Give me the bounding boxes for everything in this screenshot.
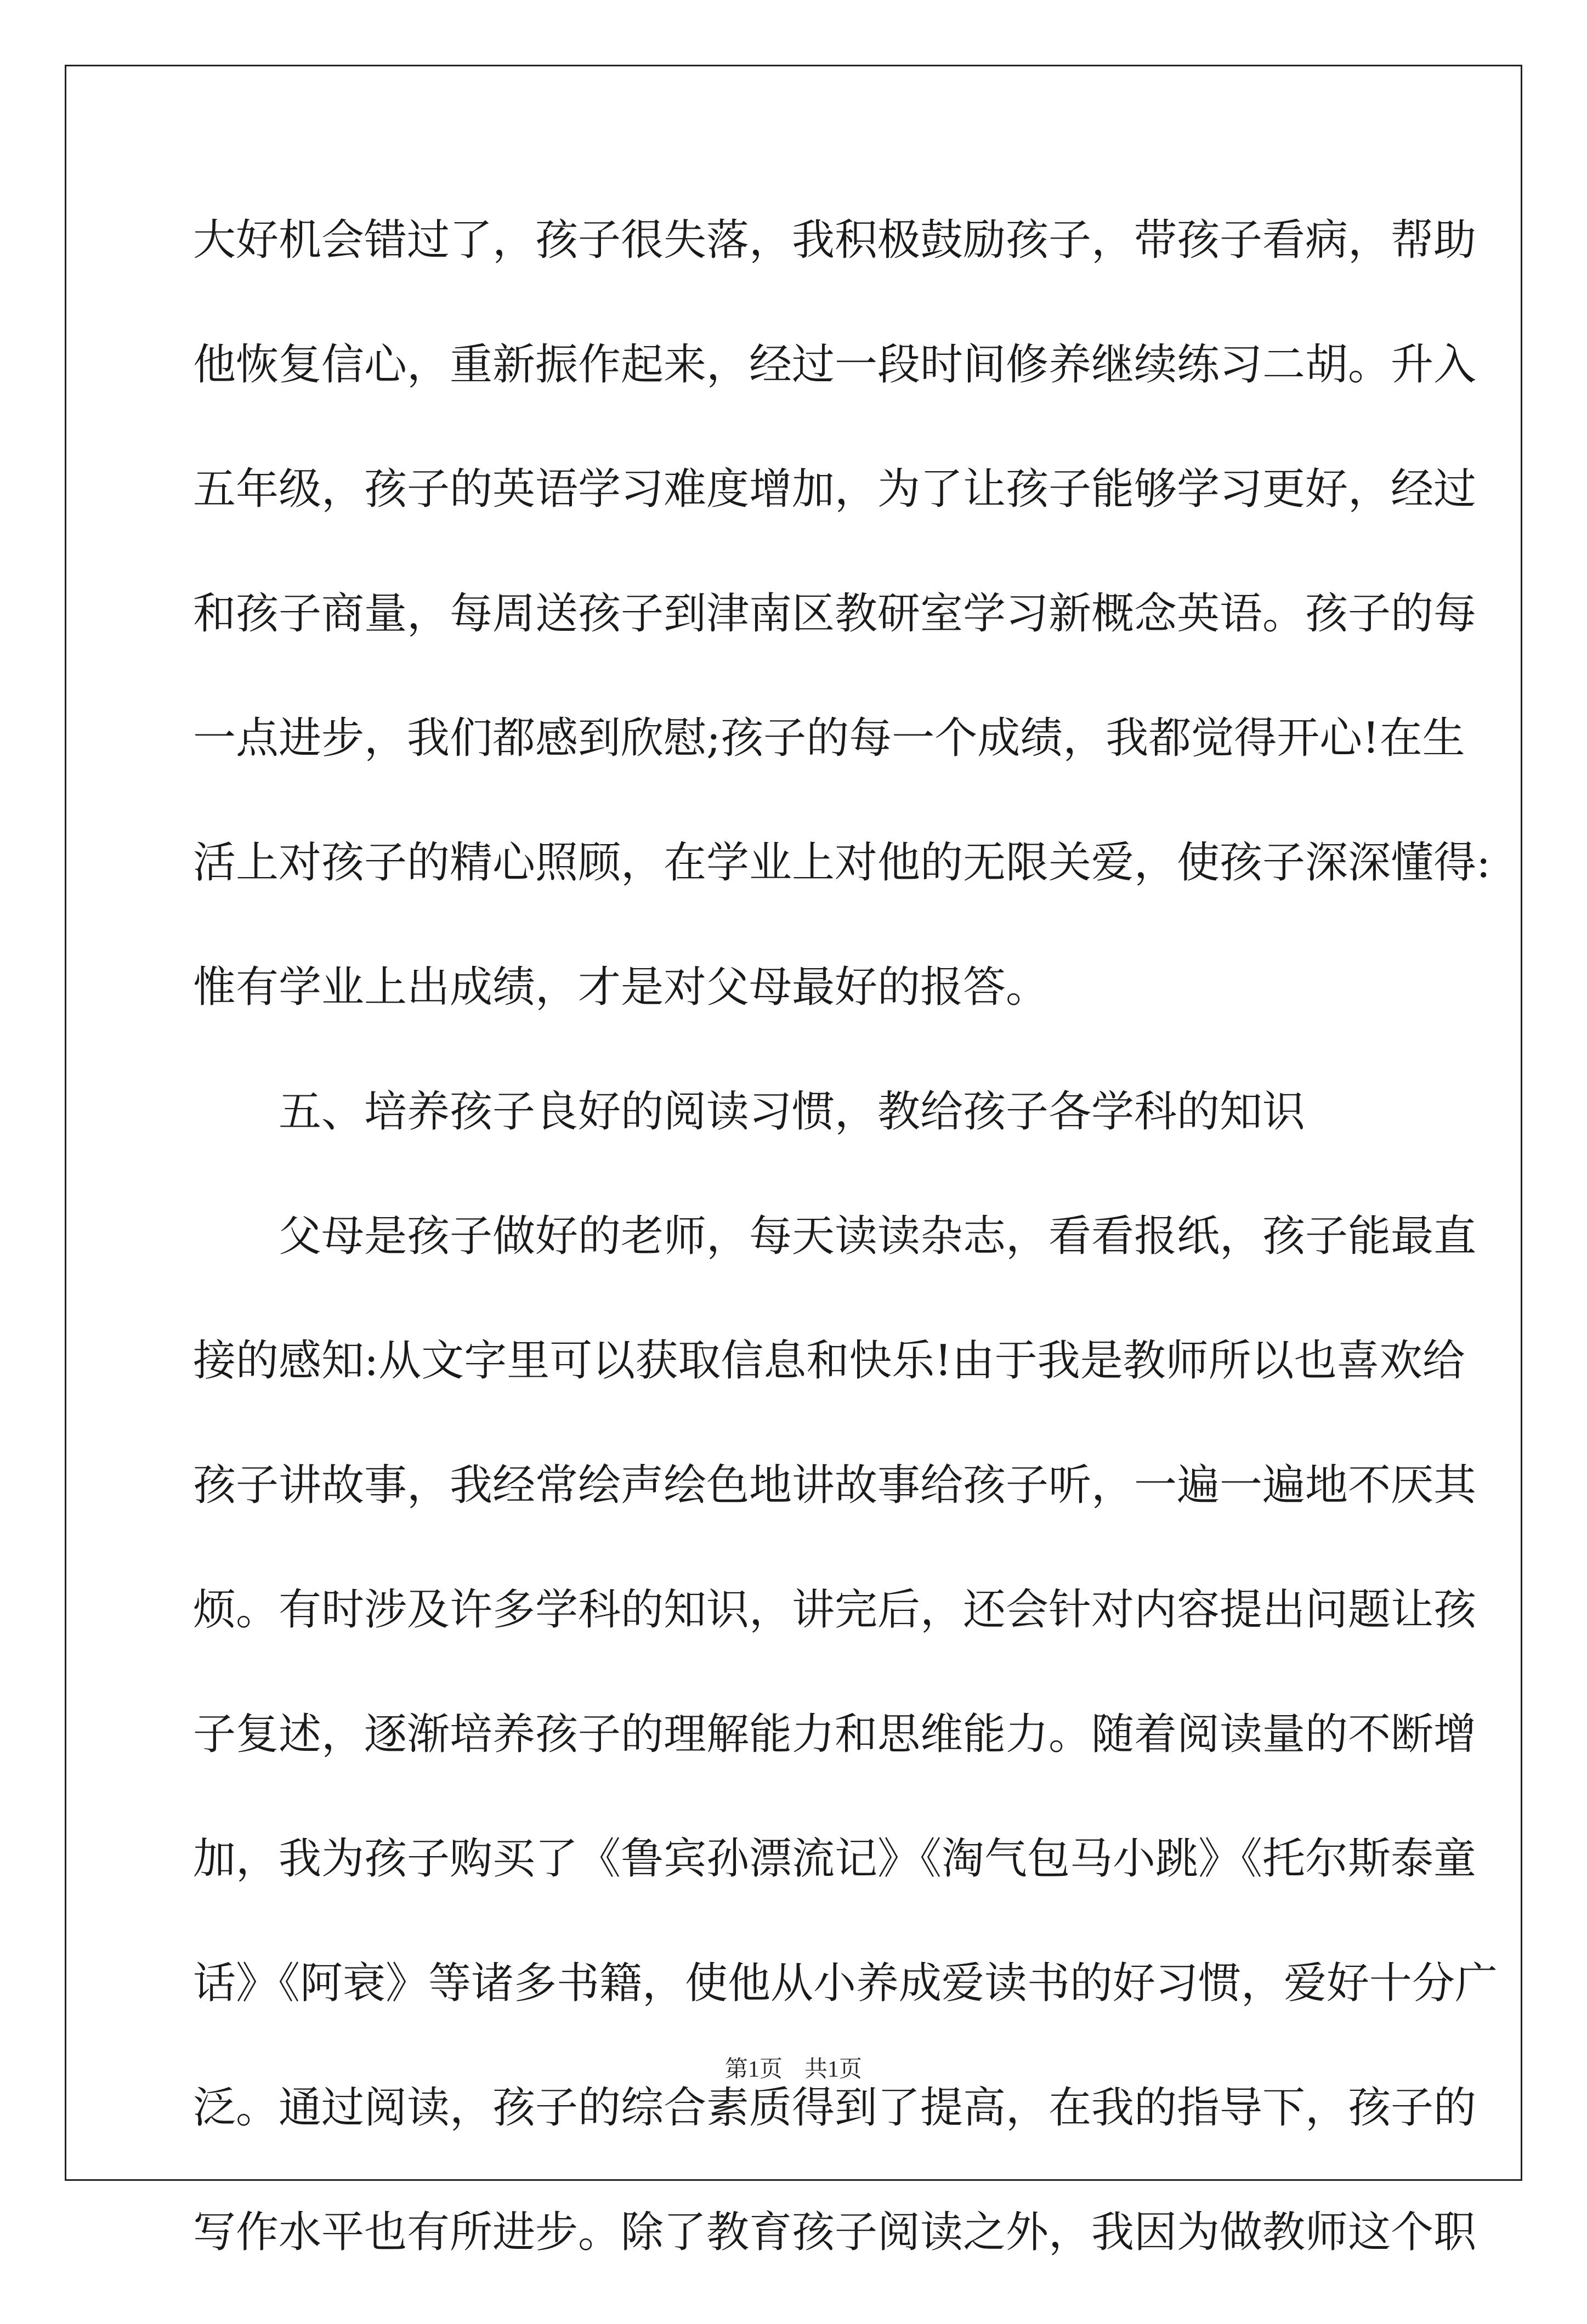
body-line: 活上对孩子的精心照顾，在学业上对他的无限关爱，使孩子深深懂得: [193,838,1491,887]
body-line: 话》《阿衰》等诸多书籍，使他从小养成爱读书的好习惯，爱好十分广 [193,1959,1498,2008]
body-line: 惟有学业上出成绩，才是对父母最好的报答。 [193,963,1049,1012]
body-line: 泛。通过阅读，孩子的综合素质得到了提高，在我的指导下，孩子的 [193,2083,1477,2133]
body-line: 接的感知:从文字里可以获取信息和快乐!由于我是教师所以也喜欢给 [193,1336,1465,1386]
body-line: 和孩子商量，每周送孩子到津南区教研室学习新概念英语。孩子的每 [193,589,1477,638]
body-line: 大好机会错过了，孩子很失落，我积极鼓励孩子，带孩子看病，帮助 [193,216,1477,265]
body-line: 烦。有时涉及许多学科的知识，讲完后，还会针对内容提出问题让孩 [193,1585,1477,1635]
body-line: 他恢复信心，重新振作起来，经过一段时间修养继续练习二胡。升入 [193,340,1477,389]
body-line: 五年级，孩子的英语学习难度增加，为了让孩子能够学习更好，经过 [193,465,1477,514]
body-line: 加，我为孩子购买了《鲁宾孙漂流记》《淘气包马小跳》《托尔斯泰童 [193,1834,1477,1884]
body-line: 孩子讲故事，我经常绘声绘色地讲故事给孩子听，一遍一遍地不厌其 [193,1461,1477,1510]
body-line: 写作水平也有所进步。除了教育孩子阅读之外，我因为做教师这个职 [193,2208,1477,2257]
body-line: 父母是孩子做好的老师，每天读读杂志，看看报纸，孩子能最直 [279,1212,1477,1261]
page-footer [0,2053,1587,2086]
page-total: 共1页 [804,2057,863,2082]
body-line: 子复述，逐渐培养孩子的理解能力和思维能力。随着阅读量的不断增 [193,1710,1477,1759]
section-heading: 五、培养孩子良好的阅读习惯，教给孩子各学科的知识 [279,1087,1306,1136]
page-number: 第1页 [724,2057,783,2082]
body-line: 一点进步，我们都感到欣慰;孩子的每一个成绩，我都觉得开心!在生 [193,714,1465,763]
document-body [193,207,1498,2324]
